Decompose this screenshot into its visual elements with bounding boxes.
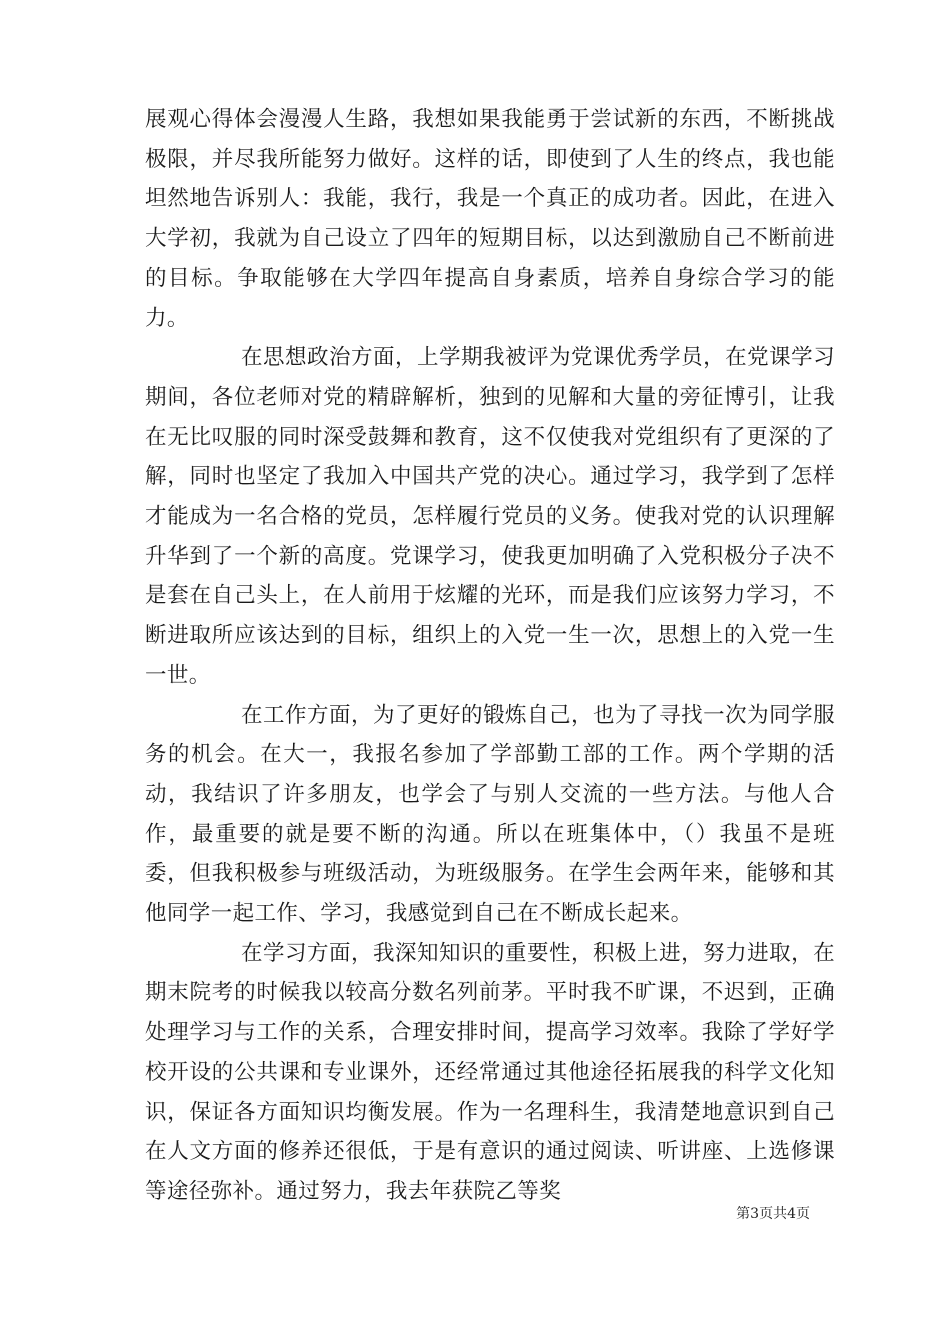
page-number-footer: 第3页共4页 bbox=[736, 1206, 810, 1222]
paragraph-politics: 在思想政治方面，上学期我被评为党课优秀学员，在党课学习期间，各位老师对党的精辟解析，独到的见解和大量的旁征博引，让我在无比叹服的同时深受鼓舞和教育，这不仅使我对党组织有了更深的了解，同时也坚定了我加入中国共产党的决心。通过学习，我学到了怎样才能成为一名合格的党员，怎样履行党员的义务。使我对党的认识理解升华到了一个新的高度。党课学习，使我更加明确了入党积极分子决不是套在自己头上，在人前用于炫耀的光环，而是我们应该努力学习，不断进取所应该达到的目标，组织上的入党一生一次，思想上的入党一生一世。 bbox=[145, 345, 835, 688]
paragraph-study: 在学习方面，我深知知识的重要性，积极上进，努力进取，在期末院考的时候我以较高分数名列前茅。平时我不旷课，不迟到，正确处理学习与工作的关系，合理安排时间，提高学习效率。我除了学好学校开设的公共课和专业课外，还经常通过其他途径拓展我的科学文化知识，保证各方面知识均衡发展。作为一名理科生，我清楚地意识到自己在人文方面的修养还很低，于是有意识的通过阅读、听讲座、上选修课等途径弥补。通过努力，我去年获院乙等奖 bbox=[145, 940, 835, 1204]
paragraph-intro: 展观心得体会漫漫人生路，我想如果我能勇于尝试新的东西，不断挑战极限，并尽我所能努力做好。这样的话，即使到了人生的终点，我也能坦然地告诉别人：我能，我行，我是一个真正的成功者。因此，在进入大学初，我就为自己设立了四年的短期目标，以达到激励自己不断前进的目标。争取能够在大学四年提高自身素质，培养自身综合学习的能力。 bbox=[145, 107, 835, 331]
paragraph-work: 在工作方面，为了更好的锻炼自己，也为了寻找一次为同学服务的机会。在大一，我报名参加了学部勤工部的工作。两个学期的活动，我结识了许多朋友，也学会了与别人交流的一些方法。与他人合作，最重要的就是要不断的沟通。所以在班集体中，（）我虽不是班委，但我积极参与班级活动，为班级服务。在学生会两年来，能够和其他同学一起工作、学习，我感觉到自己在不断成长起来。 bbox=[145, 702, 835, 927]
document-body bbox=[145, 100, 835, 1212]
